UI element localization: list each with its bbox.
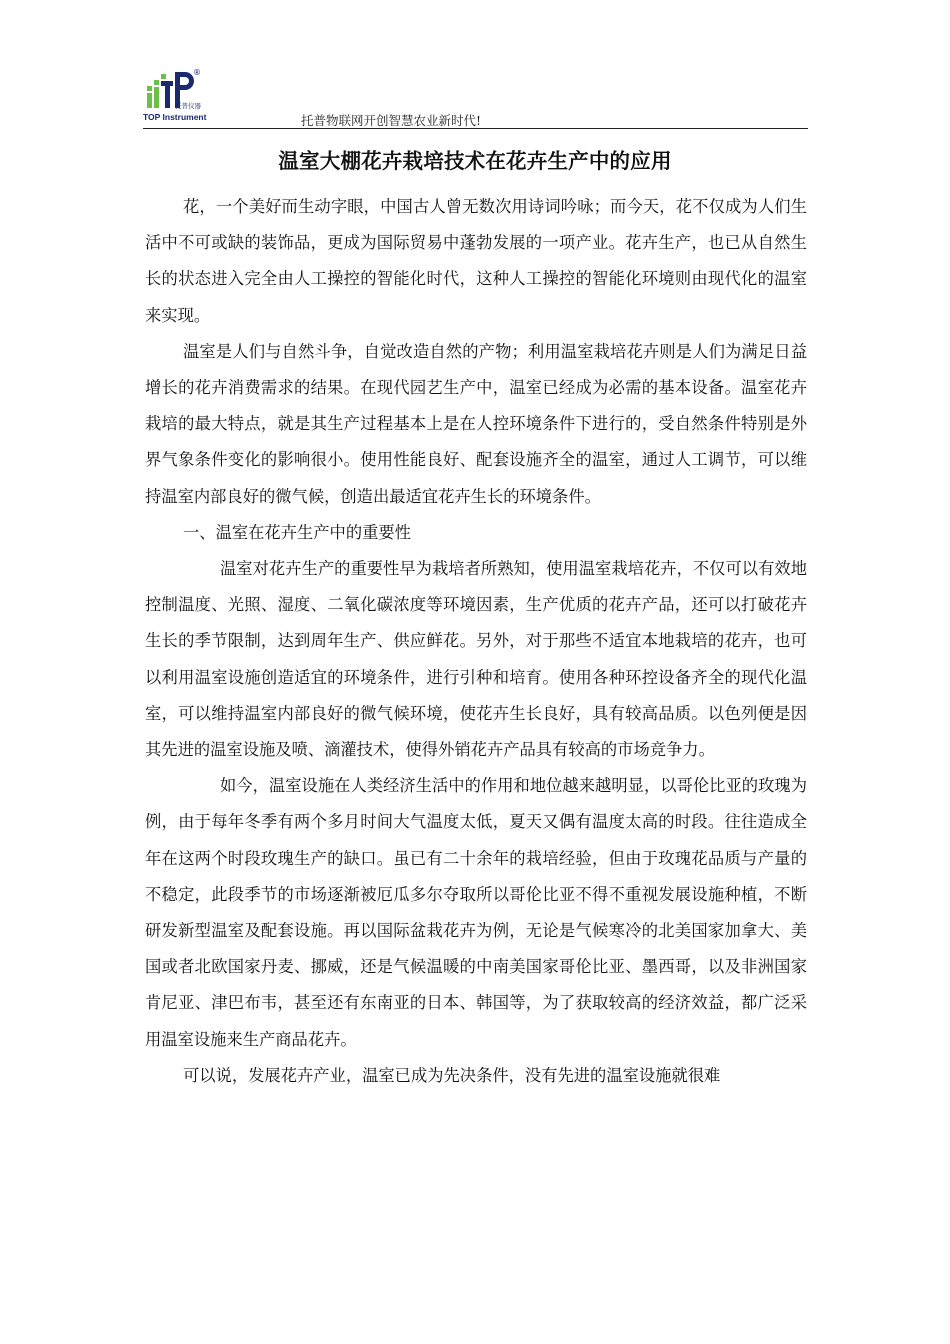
paragraph-5: 可以说，发展花卉产业，温室已成为先决条件，没有先进的温室设施就很难: [183, 1065, 721, 1085]
document-title: 温室大棚花卉栽培技术在花卉生产中的应用: [278, 149, 672, 173]
page-header: [143, 60, 808, 130]
paragraph-2: 温室是人们与自然斗争，自觉改造自然的产物；利用温室栽培花卉则是人们为满足日益增长的花卉消费需求的结果。在现代园艺生产中，温室已经成为必需的基本设备。温室花卉栽培的最大特点，就是其生产过程基本上是在人控环境条件下进行的，受自然条件特别是外界气象条件变化的影响很小。使用性能良好、配套设施齐全的温室，通过人工调节，可以维持温室内部良好的微气候，创造出最适宜花卉生长的环境条件。: [145, 341, 807, 506]
header-divider: [143, 128, 808, 129]
registered-mark: ®: [193, 68, 201, 77]
logo-text-en: TOP Instrument: [143, 112, 207, 122]
paragraph-4: 如今，温室设施在人类经济生活中的作用和地位越来越明显，以哥伦比亚的玫瑰为例，由于每年冬季有两个多月时间大气温度太低，夏天又偶有温度太高的时段。往往造成全年在这两个时段玫瑰生产的缺口。虽已有二十余年的栽培经验，但由于玫瑰花品质与产量的不稳定，此段季节的市场逐渐被厄瓜多尔夺取所以哥伦比亚不得不重视发展设施种植，不断研发新型温室及配套设施。再以国际盆栽花卉为例，无论是气候寒冷的北美国家加拿大、美国或者北欧国家丹麦、挪威，还是气候温暖的中南美国家哥伦比亚、墨西哥，以及非洲国家肯尼亚、津巴布韦，甚至还有东南亚的日本、韩国等，为了获取较高的经济效益，都广泛采用温室设施来生产商品花卉。: [145, 776, 807, 1049]
document-body: [145, 189, 807, 1094]
section-heading-1: 一、温室在花卉生产中的重要性: [183, 522, 411, 542]
paragraph-3: 温室对花卉生产的重要性早为栽培者所熟知，使用温室栽培花卉，不仅可以有效地控制温度、光照、湿度、二氧化碳浓度等环境因素，生产优质的花卉产品，还可以打破花卉生长的季节限制，达到周年生产、供应鲜花。另外，对于那些不适宜本地栽培的花卉，也可以利用温室设施创造适宜的环境条件，进行引种和培育。使用各种环控设备齐全的现代化温室，可以维持温室内部良好的微气候环境，使花卉生长良好，具有较高品质。以色列便是因其先进的温室设施及喷、滴灌技术，使得外销花卉产品具有较高的市场竞争力。: [145, 559, 807, 760]
paragraph-1: 花，一个美好而生动字眼，中国古人曾无数次用诗词吟咏；而今天，花不仅成为人们生活中不可或缺的装饰品，更成为国际贸易中蓬勃发展的一项产业。花卉生产，也已从自然生长的状态进入完全由人工操控的智能化时代，这种人工操控的智能化环境则由现代化的温室来实现。: [145, 197, 807, 325]
header-slogan: 托普物联网开创智慧农业新时代!: [301, 113, 482, 128]
logo-text-cn: 托普仪器: [175, 102, 201, 110]
